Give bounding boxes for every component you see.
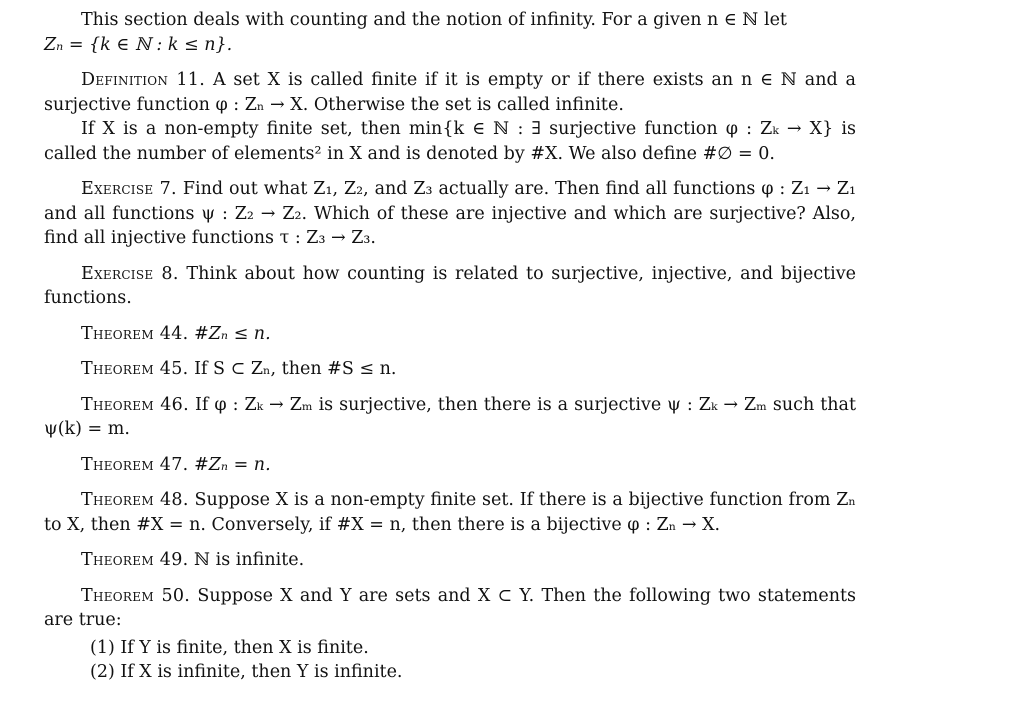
theorem-45-text: If S ⊂ Zₙ, then #S ≤ n. [194, 359, 397, 379]
theorem-48-label: Theorem 48. [81, 490, 189, 510]
theorem-47 [44, 453, 856, 478]
theorem-50-list [44, 636, 856, 685]
list-item: (1) If Y is finite, then X is finite. [90, 637, 369, 658]
definition-11-continuation [44, 117, 856, 166]
theorem-50-label: Theorem 50. [81, 585, 191, 606]
definition-11-label: Definition 11. [81, 70, 206, 90]
definition-11 [44, 68, 856, 117]
zn-definition: Zₙ = {k ∈ ℕ : k ≤ n}. [44, 34, 233, 55]
definition-11-text: A set X is called finite if it is empty or if there exists an n ∈ ℕ and a surjective function φ : Zₙ → X. Otherwise the set is called infinite. [44, 70, 856, 115]
theorem-47-text: #Zₙ = n. [194, 454, 271, 475]
theorem-49-text: ℕ is infinite. [194, 550, 305, 570]
exercise-8-label: Exercise 8. [81, 263, 179, 284]
intro-line-1: This section deals with counting and the notion of infinity. For a given n ∈ ℕ let [81, 10, 787, 30]
exercise-8-text: Think about how counting is related to surjective, injective, and bijective functions. [44, 263, 856, 308]
theorem-48-text: Suppose X is a non-empty finite set. If there is a bijective function from Zₙ to X, then #X = n. Conversely, if #X = n, then there is a bijective φ : Zₙ → X. [44, 490, 856, 535]
theorem-49 [44, 548, 856, 573]
exercise-7-label: Exercise 7. [81, 179, 177, 199]
exercise-8 [44, 262, 856, 311]
theorem-49-label: Theorem 49. [81, 550, 189, 570]
theorem-46-text: If φ : Zₖ → Zₘ is surjective, then there is a surjective ψ : Zₖ → Zₘ such that ψ(k) = m. [44, 394, 856, 439]
document-page [44, 8, 856, 685]
theorem-44-label: Theorem 44. [81, 323, 189, 344]
intro-paragraph [44, 8, 856, 57]
theorem-48 [44, 488, 856, 537]
exercise-7-text: Find out what Z₁, Z₂, and Z₃ actually are. Then find all functions φ : Z₁ → Z₁ and all functions ψ : Z₂ → Z₂. Which of these are injective and which are surjective? Also, find all injective functions τ : Z₃ → Z₃. [44, 179, 856, 248]
theorem-46 [44, 393, 856, 442]
theorem-45-label: Theorem 45. [81, 359, 189, 379]
theorem-44 [44, 322, 856, 347]
list-item: (2) If X is infinite, then Y is infinite. [90, 662, 403, 682]
theorem-45 [44, 357, 856, 382]
theorem-50 [44, 584, 856, 633]
exercise-7 [44, 177, 856, 251]
theorem-50-text: Suppose X and Y are sets and X ⊂ Y. Then the following two statements are true: [44, 585, 856, 630]
definition-11-cont-text: If X is a non-empty finite set, then min{k ∈ ℕ : ∃ surjective function φ : Zₖ → X} is called the number of elements² in X and is denoted by #X. We also define #∅ = 0. [44, 119, 856, 164]
theorem-47-label: Theorem 47. [81, 454, 189, 475]
theorem-44-text: #Zₙ ≤ n. [194, 323, 271, 344]
theorem-46-label: Theorem 46. [81, 394, 189, 415]
